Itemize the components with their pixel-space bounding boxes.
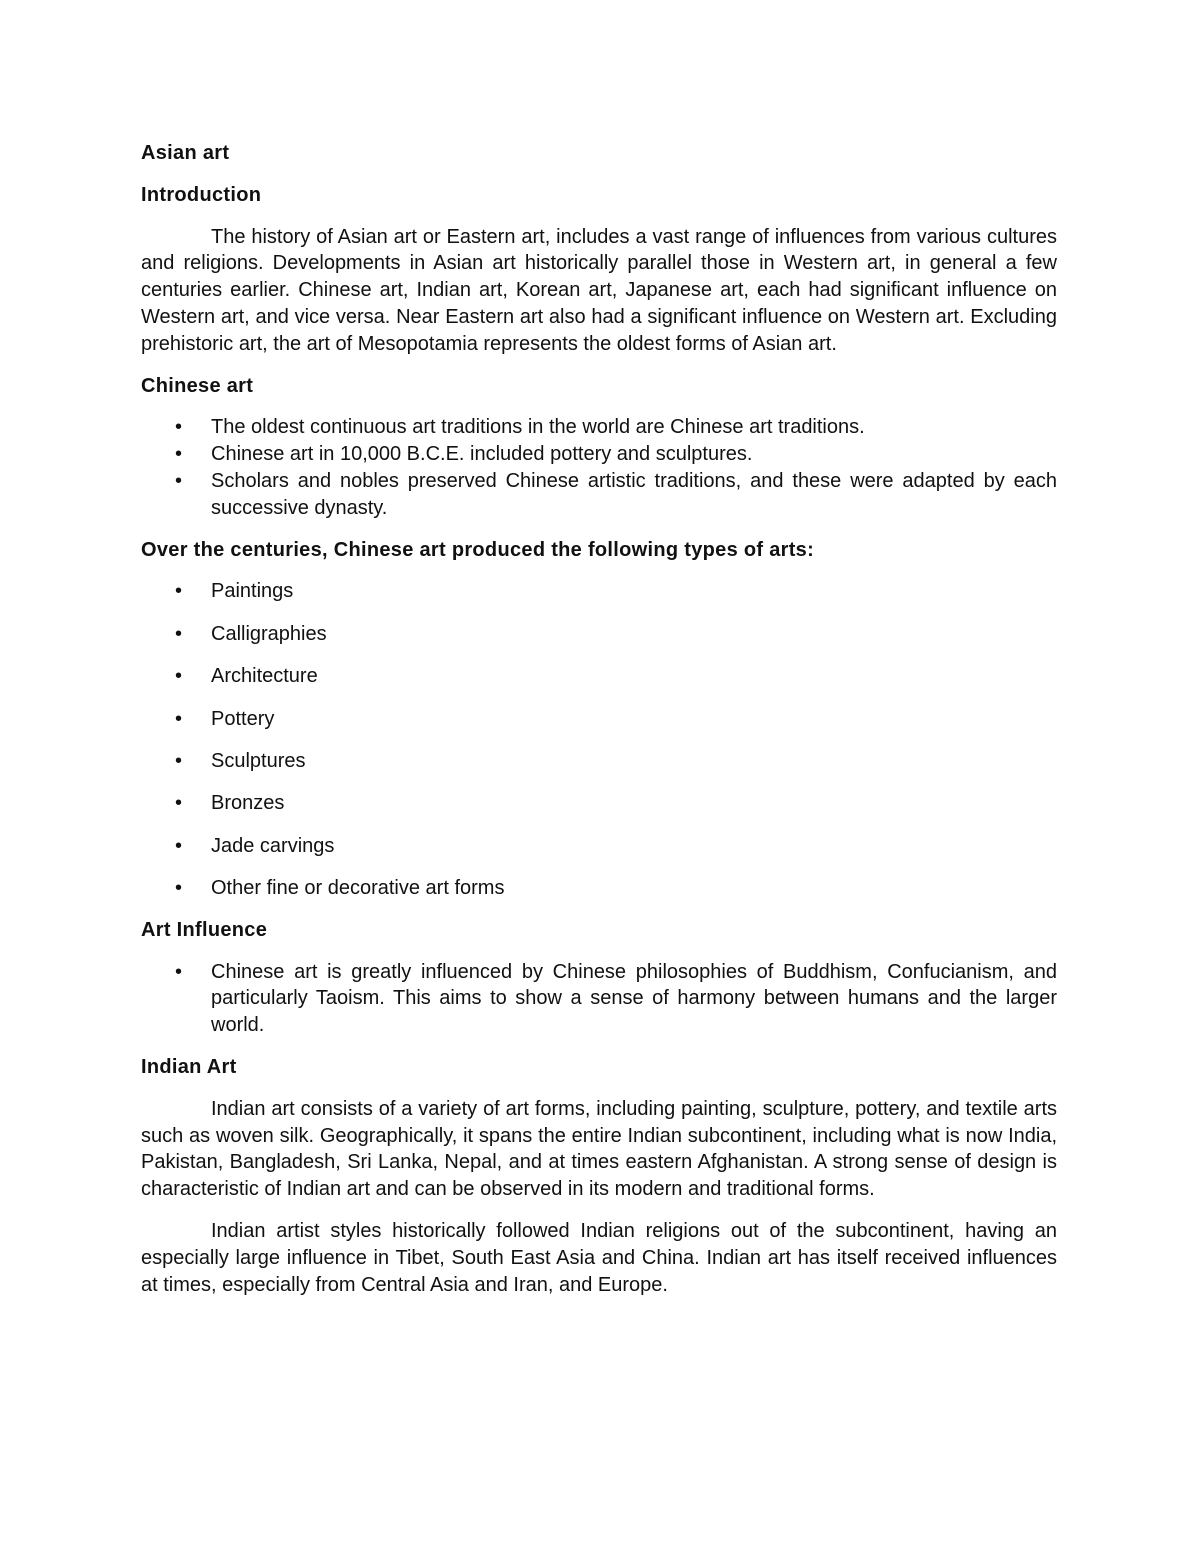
bullet-icon: • xyxy=(175,622,183,645)
list-item-text: Pottery xyxy=(211,707,275,730)
list-item xyxy=(141,790,1057,817)
bullet-icon: • xyxy=(175,665,183,688)
bullet-icon: • xyxy=(175,877,183,900)
intro-heading: Introduction xyxy=(141,183,262,206)
list-item-text: Bronzes xyxy=(211,792,285,815)
list-item-text: Paintings xyxy=(211,580,294,603)
list-item xyxy=(141,441,1057,468)
document-body xyxy=(141,140,1057,1313)
list-item-text: Chinese art is greatly influenced by Chinese philosophies of Buddhism, Confucianism, and particularly Taoism. This aims to show a sense of harmony between humans and the larger world. xyxy=(211,960,1057,1037)
list-item xyxy=(141,578,1057,605)
bullet-icon: • xyxy=(175,469,183,492)
list-item-text: Calligraphies xyxy=(211,622,327,645)
list-item-text: The oldest continuous art traditions in the world are Chinese art traditions. xyxy=(211,416,865,439)
list-item xyxy=(141,833,1057,860)
art-types-list xyxy=(141,578,1057,902)
list-item xyxy=(141,621,1057,648)
bullet-icon: • xyxy=(175,580,183,603)
bullet-icon: • xyxy=(175,707,183,730)
intro-paragraph: The history of Asian art or Eastern art, includes a vast range of influences from various cultures and religions. Developments in Asian art historically parallel those in Western art, in general a few centuries earlier. Chinese art, Indian art, Korean art, Japanese art, each had significant influence on Western art, and vice versa. Near Eastern art also had a significant influence on Western art. Excluding prehistoric art, the art of Mesopotamia represents the oldest forms of Asian art. xyxy=(141,225,1057,355)
list-item xyxy=(141,875,1057,902)
art-influence-heading: Art Influence xyxy=(141,918,268,941)
art-types-heading: Over the centuries, Chinese art produced the following types of arts: xyxy=(141,538,815,561)
list-item-text: Scholars and nobles preserved Chinese artistic traditions, and these were adapted by each successive dynasty. xyxy=(211,469,1057,519)
bullet-icon: • xyxy=(175,960,183,983)
list-item xyxy=(141,468,1057,522)
indian-art-paragraph-1: Indian art consists of a variety of art forms, including painting, sculpture, pottery, and textile arts such as woven silk. Geographically, it spans the entire Indian subcontinent, including what is now India, Pakistan, Bangladesh, Sri Lanka, Nepal, and at times eastern Afghanistan. A strong sense of design is characteristic of Indian art and can be observed in its modern and traditional forms. xyxy=(141,1097,1057,1201)
list-item xyxy=(141,748,1057,775)
list-item xyxy=(141,414,1057,441)
document-title: Asian art xyxy=(141,142,230,164)
list-item xyxy=(141,959,1057,1039)
bullet-icon: • xyxy=(175,749,183,772)
list-item-text: Chinese art in 10,000 B.C.E. included pottery and sculptures. xyxy=(211,443,753,466)
list-item-text: Jade carvings xyxy=(211,834,335,857)
art-influence-list xyxy=(141,959,1057,1039)
list-item-text: Other fine or decorative art forms xyxy=(211,877,505,900)
indian-art-heading: Indian Art xyxy=(141,1056,237,1079)
list-item-text: Architecture xyxy=(211,665,318,688)
bullet-icon: • xyxy=(175,416,183,439)
bullet-icon: • xyxy=(175,443,183,466)
indian-art-paragraph-2: Indian artist styles historically followed Indian religions out of the subcontinent, having an especially large influence in Tibet, South East Asia and China. Indian art has itself received influences at times, especially from Central Asia and Iran, and Europe. xyxy=(141,1220,1057,1296)
list-item xyxy=(141,706,1057,733)
bullet-icon: • xyxy=(175,834,183,857)
list-item-text: Sculptures xyxy=(211,749,306,772)
bullet-icon: • xyxy=(175,792,183,815)
list-item xyxy=(141,663,1057,690)
chinese-art-list xyxy=(141,414,1057,521)
chinese-art-heading: Chinese art xyxy=(141,374,254,397)
